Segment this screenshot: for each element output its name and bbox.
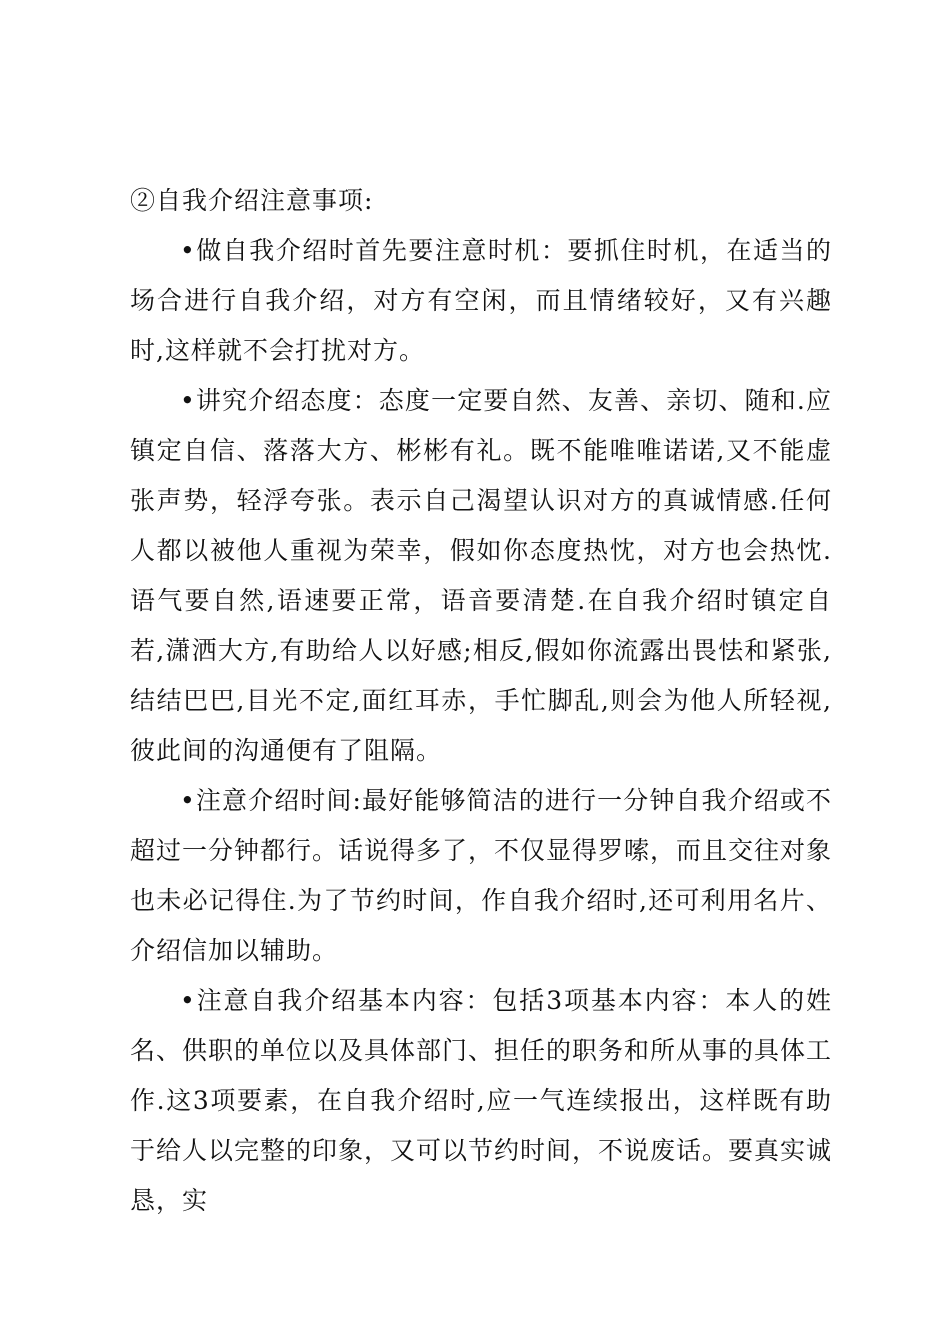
paragraph-content: •注意自我介绍基本内容：包括3项基本内容：本人的姓名、供职的单位以及具体部门、担任的职务和所从事的具体工作.这3项要素，在自我介绍时,应一气连续报出，这样既有助于给人以完整的印象，又可以节约时间，不说废话。要真实诚恳，实 <box>130 986 833 1215</box>
paragraph-duration: •注意介绍时间:最好能够简洁的进行一分钟自我介绍或不超过一分钟都行。话说得多了，不仅显得罗嗦，而且交往对象也未必记得住.为了节约时间，作自我介绍时,还可利用名片、介绍信加以辅助。 <box>130 786 833 965</box>
paragraph-attitude: •讲究介绍态度：态度一定要自然、友善、亲切、随和.应镇定自信、落落大方、彬彬有礼。既不能唯唯诺诺,又不能虚张声势，轻浮夸张。表示自己渴望认识对方的真诚情感.任何人都以被他人重视为荣幸，假如你态度热忱，对方也会热忱.语气要自然,语速要正常，语音要清楚.在自我介绍时镇定自若,潇洒大方,有助给人以好感;相反,假如你流露出畏怯和紧张,结结巴巴,目光不定,面红耳赤，手忙脚乱,则会为他人所轻视,彼此间的沟通便有了阻隔。 <box>130 386 832 765</box>
section-heading: ②自我介绍注意事项: <box>130 186 374 215</box>
paragraph-timing: •做自我介绍时首先要注意时机：要抓住时机，在适当的场合进行自我介绍，对方有空闲，而且情绪较好，又有兴趣时,这样就不会打扰对方。 <box>130 236 832 365</box>
document-body <box>130 176 832 1226</box>
